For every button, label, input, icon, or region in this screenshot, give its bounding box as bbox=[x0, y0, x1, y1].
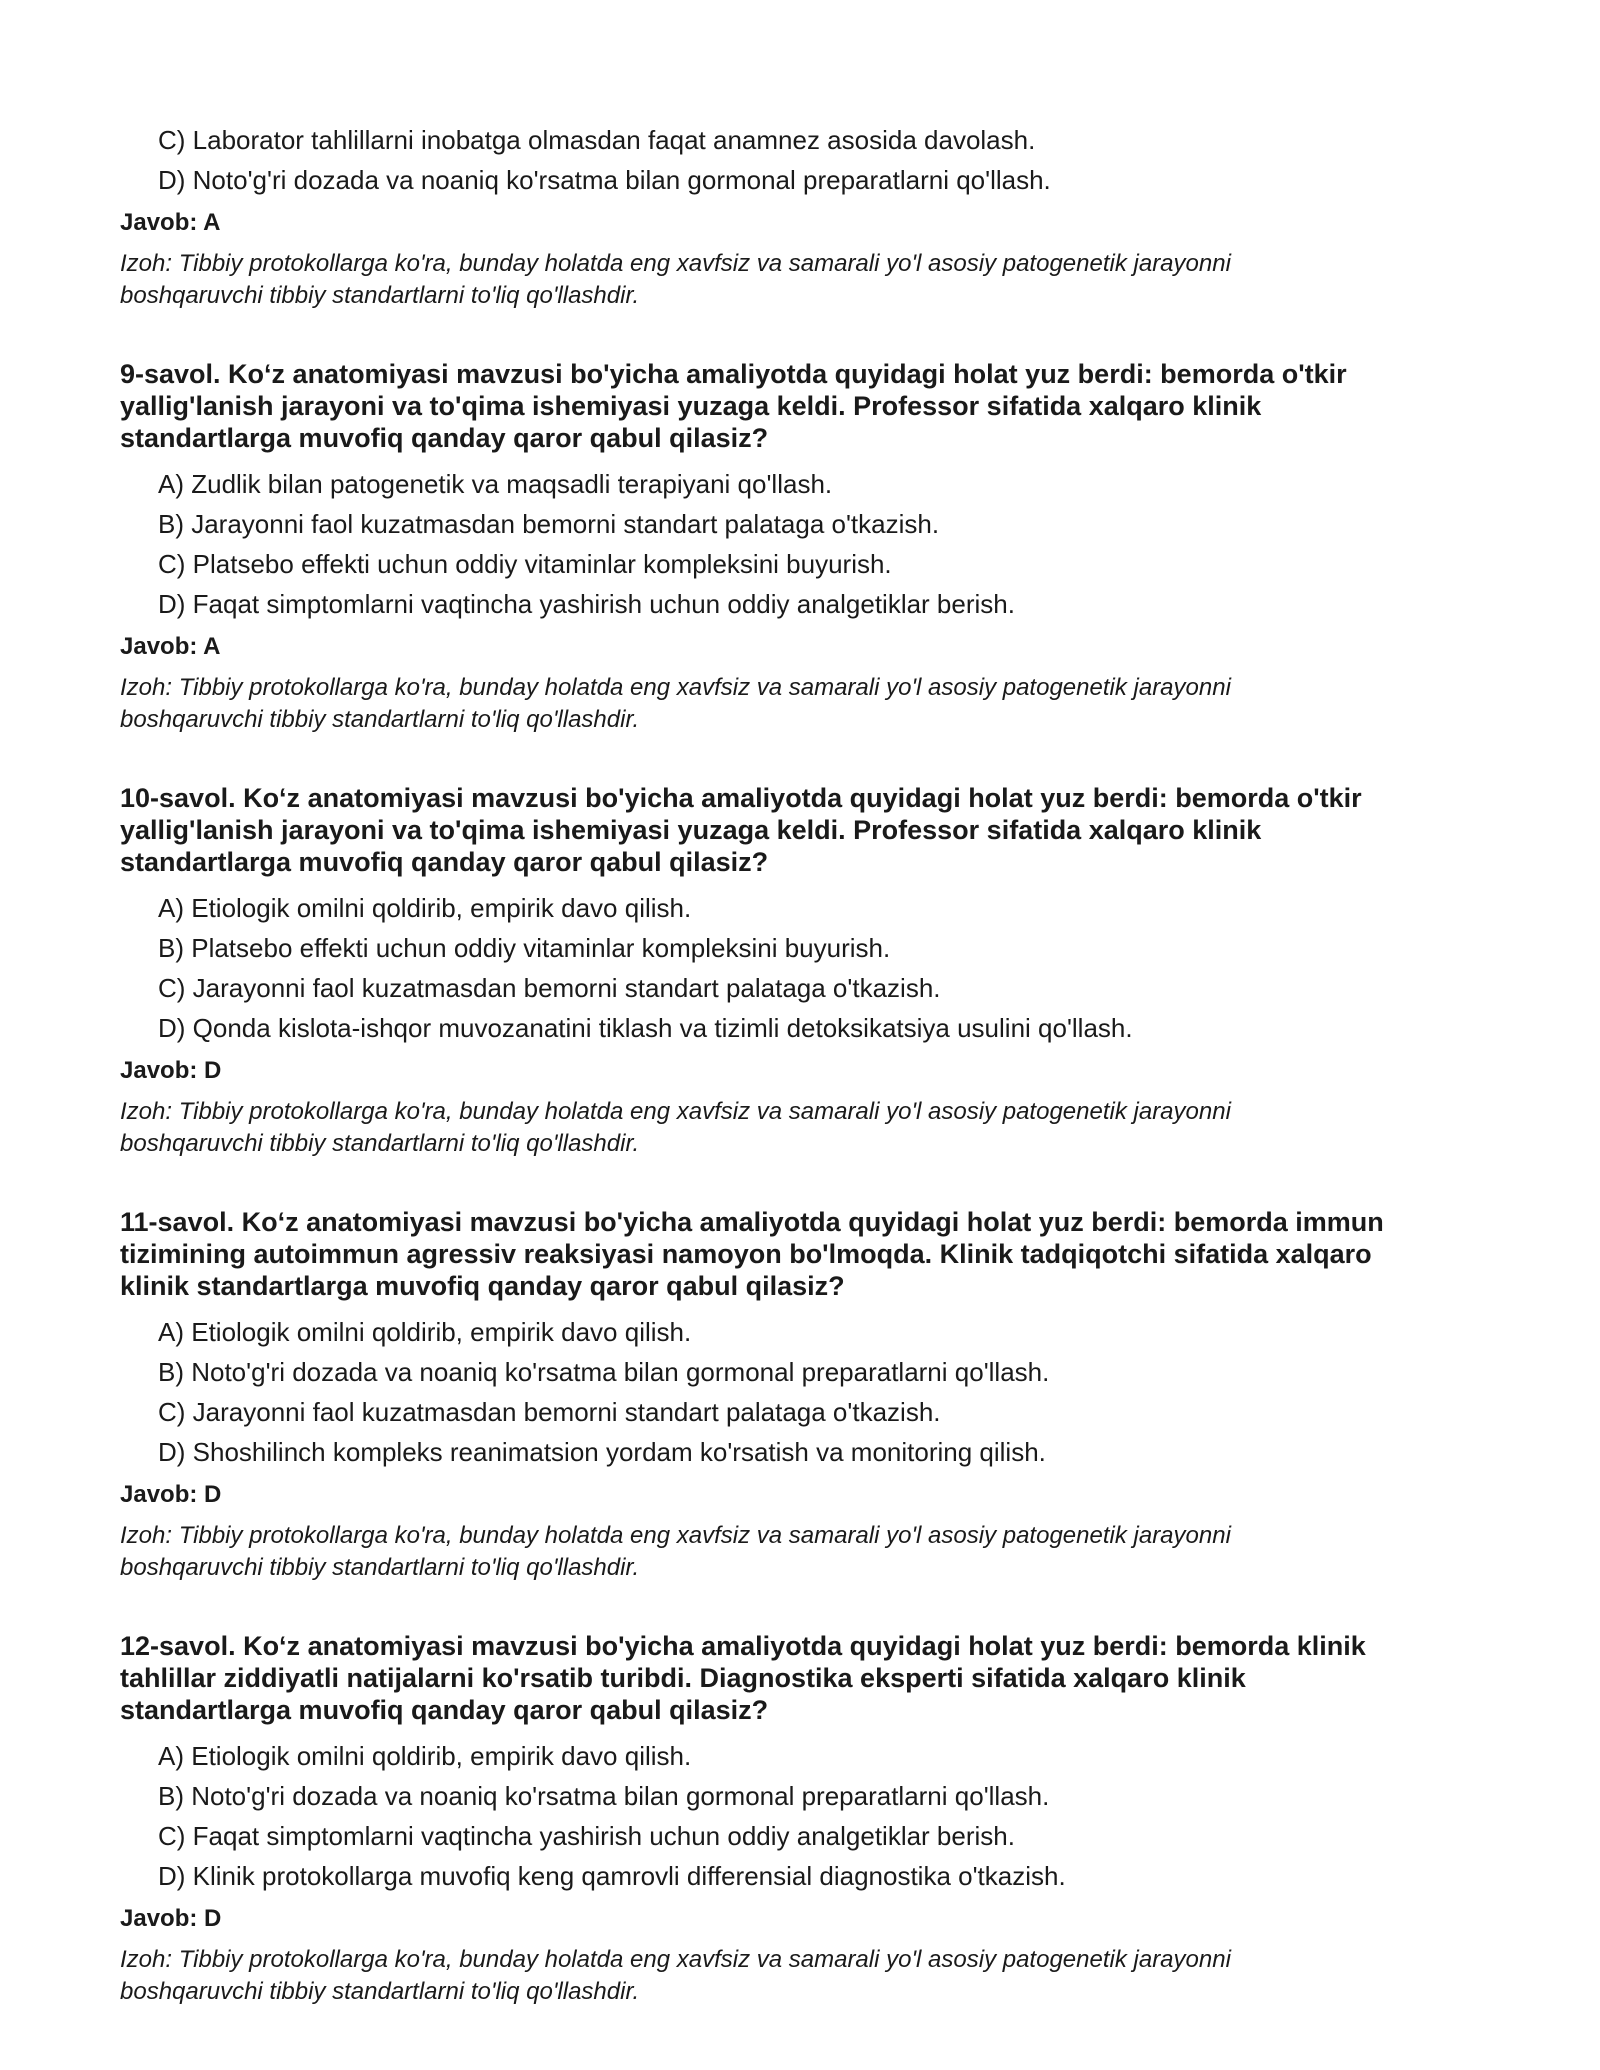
question-block bbox=[120, 782, 1480, 1160]
explanation-line: Izoh: Tibbiy protokollarga ko'ra, bunday holatda eng xavfsiz va samarali yo'l asosiy patogenetik jarayonni bbox=[120, 250, 1231, 277]
question-line: yallig'lanish jarayoni va to'qima ishemiyasi yuzaga keldi. Professor sifatida xalqaro klinik bbox=[120, 391, 1262, 421]
answer-option: C) Faqat simptomlarni vaqtincha yashirish uchun oddiy analgetiklar berish. bbox=[158, 1821, 1015, 1851]
answer-option: D) Qonda kislota-ishqor muvozanatini tiklash va tizimli detoksikatsiya usulini qo'llash. bbox=[158, 1013, 1133, 1043]
answer-option: C) Jarayonni faol kuzatmasdan bemorni standart palataga o'tkazish. bbox=[158, 1397, 941, 1427]
question-text bbox=[120, 1206, 1480, 1302]
answer-option: B) Jarayonni faol kuzatmasdan bemorni standart palataga o'tkazish. bbox=[158, 509, 940, 539]
correct-answer: Javob: D bbox=[120, 1057, 222, 1084]
explanation-note bbox=[120, 1944, 1480, 2008]
question-line: 11-savol. Ko‘z anatomiyasi mavzusi bo'yicha amaliyotda quyidagi holat yuz berdi: bemorda immun bbox=[120, 1207, 1384, 1237]
answer-option: B) Platsebo effekti uchun oddiy vitaminlar kompleksini buyurish. bbox=[158, 933, 891, 963]
answer-option: A) Zudlik bilan patogenetik va maqsadli terapiyani qo'llash. bbox=[158, 469, 833, 499]
correct-answer: Javob: D bbox=[120, 1905, 222, 1932]
correct-answer: Javob: A bbox=[120, 209, 221, 236]
answer-option: C) Jarayonni faol kuzatmasdan bemorni standart palataga o'tkazish. bbox=[158, 973, 941, 1003]
answer-option: C) Laborator tahlillarni inobatga olmasdan faqat anamnez asosida davolash. bbox=[158, 125, 1036, 155]
question-block bbox=[120, 358, 1480, 736]
question-line: tizimining autoimmun agressiv reaksiyasi namoyon bo'lmoqda. Klinik tadqiqotchi sifatida xalqaro bbox=[120, 1239, 1372, 1269]
answer-option: A) Etiologik omilni qoldirib, empirik davo qilish. bbox=[158, 1317, 692, 1347]
question-line: standartlarga muvofiq qanday qaror qabul qilasiz? bbox=[120, 847, 769, 877]
question-line: standartlarga muvofiq qanday qaror qabul qilasiz? bbox=[120, 423, 769, 453]
explanation-note bbox=[120, 1096, 1480, 1160]
correct-answer: Javob: A bbox=[120, 633, 221, 660]
question-line: 10-savol. Ko‘z anatomiyasi mavzusi bo'yicha amaliyotda quyidagi holat yuz berdi: bemorda o'tkir bbox=[120, 783, 1362, 813]
question-text bbox=[120, 358, 1480, 454]
explanation-note bbox=[120, 248, 1480, 312]
explanation-line: boshqaruvchi tibbiy standartlarni to'liq qo'llashdir. bbox=[120, 706, 640, 733]
explanation-line: Izoh: Tibbiy protokollarga ko'ra, bunday holatda eng xavfsiz va samarali yo'l asosiy patogenetik jarayonni bbox=[120, 1522, 1231, 1549]
answer-option: B) Noto'g'ri dozada va noaniq ko'rsatma bilan gormonal preparatlarni qo'llash. bbox=[158, 1781, 1050, 1811]
explanation-line: boshqaruvchi tibbiy standartlarni to'liq qo'llashdir. bbox=[120, 1978, 640, 2005]
answer-option: D) Klinik protokollarga muvofiq keng qamrovli differensial diagnostika o'tkazish. bbox=[158, 1861, 1066, 1891]
answer-option: A) Etiologik omilni qoldirib, empirik davo qilish. bbox=[158, 1741, 692, 1771]
answer-option: B) Noto'g'ri dozada va noaniq ko'rsatma bilan gormonal preparatlarni qo'llash. bbox=[158, 1357, 1050, 1387]
previous-question-tail bbox=[120, 120, 1480, 312]
explanation-line: Izoh: Tibbiy protokollarga ko'ra, bunday holatda eng xavfsiz va samarali yo'l asosiy patogenetik jarayonni bbox=[120, 1946, 1231, 1973]
question-line: tahlillar ziddiyatli natijalarni ko'rsatib turibdi. Diagnostika eksperti sifatida xalqaro klinik bbox=[120, 1663, 1246, 1693]
explanation-line: boshqaruvchi tibbiy standartlarni to'liq qo'llashdir. bbox=[120, 282, 640, 309]
answer-option: C) Platsebo effekti uchun oddiy vitaminlar kompleksini buyurish. bbox=[158, 549, 892, 579]
question-text bbox=[120, 1630, 1480, 1726]
answer-option: D) Shoshilinch kompleks reanimatsion yordam ko'rsatish va monitoring qilish. bbox=[158, 1437, 1046, 1467]
question-line: 9-savol. Ko‘z anatomiyasi mavzusi bo'yicha amaliyotda quyidagi holat yuz berdi: bemorda o'tkir bbox=[120, 359, 1347, 389]
answer-option: D) Faqat simptomlarni vaqtincha yashirish uchun oddiy analgetiklar berish. bbox=[158, 589, 1015, 619]
question-line: standartlarga muvofiq qanday qaror qabul qilasiz? bbox=[120, 1695, 769, 1725]
question-block bbox=[120, 1206, 1480, 1584]
question-block bbox=[120, 1630, 1480, 2008]
answer-option: D) Noto'g'ri dozada va noaniq ko'rsatma bilan gormonal preparatlarni qo'llash. bbox=[158, 165, 1051, 195]
question-line: 12-savol. Ko‘z anatomiyasi mavzusi bo'yicha amaliyotda quyidagi holat yuz berdi: bemorda klinik bbox=[120, 1631, 1366, 1661]
explanation-line: boshqaruvchi tibbiy standartlarni to'liq qo'llashdir. bbox=[120, 1554, 640, 1581]
explanation-note bbox=[120, 1520, 1480, 1584]
explanation-note bbox=[120, 672, 1480, 736]
correct-answer: Javob: D bbox=[120, 1481, 222, 1508]
question-text bbox=[120, 782, 1480, 878]
document-page bbox=[120, 120, 1480, 2008]
question-line: klinik standartlarga muvofiq qanday qaror qabul qilasiz? bbox=[120, 1271, 845, 1301]
explanation-line: Izoh: Tibbiy protokollarga ko'ra, bunday holatda eng xavfsiz va samarali yo'l asosiy patogenetik jarayonni bbox=[120, 1098, 1231, 1125]
explanation-line: boshqaruvchi tibbiy standartlarni to'liq qo'llashdir. bbox=[120, 1130, 640, 1157]
question-line: yallig'lanish jarayoni va to'qima ishemiyasi yuzaga keldi. Professor sifatida xalqaro klinik bbox=[120, 815, 1262, 845]
explanation-line: Izoh: Tibbiy protokollarga ko'ra, bunday holatda eng xavfsiz va samarali yo'l asosiy patogenetik jarayonni bbox=[120, 674, 1231, 701]
answer-option: A) Etiologik omilni qoldirib, empirik davo qilish. bbox=[158, 893, 692, 923]
